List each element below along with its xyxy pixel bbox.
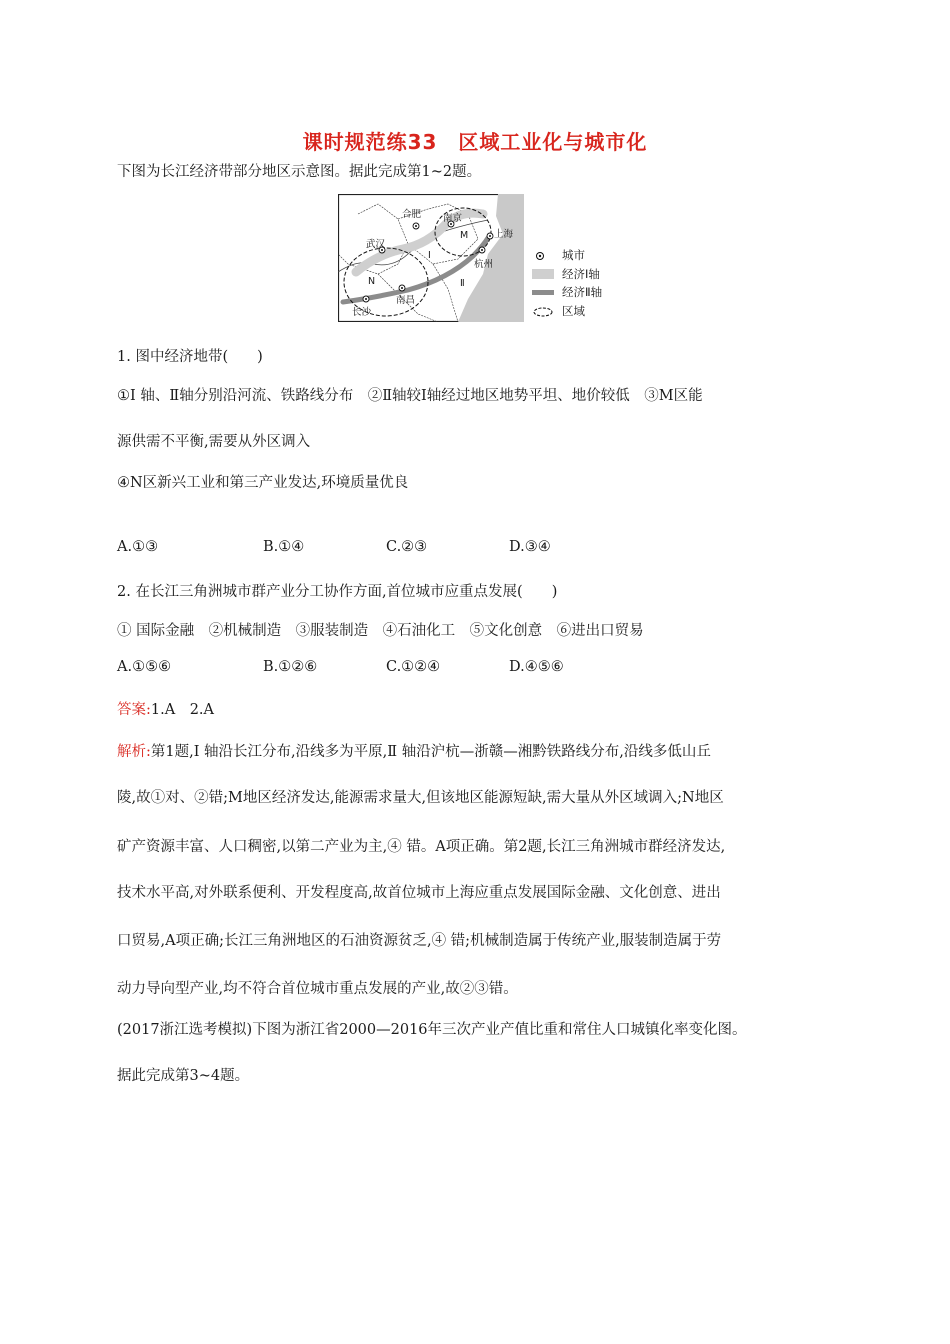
- page-title: 课时规范练33 区域工业化与城市化: [302, 130, 648, 154]
- legend-item: [532, 265, 602, 284]
- city-label: 合肥: [402, 209, 422, 220]
- option-d[interactable]: D.④⑤⑥: [509, 659, 564, 675]
- city-label: 南昌: [396, 295, 416, 306]
- city-label: 杭州: [474, 259, 494, 270]
- analysis-line: [117, 740, 711, 761]
- question-2-stem: 2. 在长江三角洲城市群产业分工协作方面,首位城市应重点发展( ): [117, 584, 558, 600]
- next-intro-line: 据此完成第3~4题。: [117, 1068, 250, 1084]
- region-mark-m: M: [460, 230, 469, 241]
- answer-line: [117, 698, 214, 719]
- axis1-swatch-icon: [532, 269, 554, 279]
- legend-item: [532, 246, 602, 265]
- next-intro-line: (2017浙江选考模拟)下图为浙江省2000—2016年三次产业产值比重和常住人口城镇化率变化图。: [117, 1022, 747, 1038]
- analysis-label: 解析:: [117, 744, 151, 760]
- option-c[interactable]: C.①②④: [386, 659, 441, 675]
- axis-mark-2: Ⅱ: [460, 278, 465, 289]
- legend-label: 区域: [562, 303, 585, 318]
- analysis-line: 动力导向型产业,均不符合首位城市重点发展的产业,故②③错。: [117, 981, 518, 997]
- city-label: 武汉: [366, 239, 386, 250]
- city-icon: [532, 250, 554, 260]
- answer-label: 答案:: [117, 702, 151, 718]
- analysis-line: 口贸易,A项正确;长江三角洲地区的石油资源贫乏,④ 错;机械制造属于传统产业,服装制造属于劳: [117, 933, 722, 949]
- legend-label: 经济Ⅰ轴: [562, 266, 600, 281]
- analysis-line: 矿产资源丰富、人口稠密,以第二产业为主,④ 错。A项正确。第2题,长江三角洲城市群经济发达,: [117, 839, 726, 855]
- legend-item: [532, 283, 602, 302]
- region-mark-n: N: [368, 276, 376, 287]
- analysis-text: 第1题,Ⅰ 轴沿长江分布,沿线多为平原,Ⅱ 轴沿沪杭—浙赣—湘黔铁路线分布,沿线多低山丘: [150, 744, 711, 760]
- question-1-stem: 1. 图中经济地带( ): [117, 349, 263, 365]
- question-1-statement: ①Ⅰ 轴、Ⅱ轴分别沿河流、铁路线分布 ②Ⅱ轴较Ⅰ轴经过地区地势平坦、地价较低 ③M区能: [117, 388, 703, 404]
- option-c[interactable]: C.②③: [386, 539, 428, 555]
- map-svg: [338, 194, 524, 322]
- yangtze-map-figure: [338, 194, 524, 322]
- question-2-items: ① 国际金融 ②机械制造 ③服装制造 ④石油化工 ⑤文化创意 ⑥进出口贸易: [117, 623, 644, 639]
- option-d[interactable]: D.③④: [509, 539, 551, 555]
- option-b[interactable]: B.①②⑥: [263, 659, 318, 675]
- option-b[interactable]: B.①④: [263, 539, 305, 555]
- analysis-line: 技术水平高,对外联系便利、开发程度高,故首位城市上海应重点发展国际金融、文化创意、进出: [117, 885, 721, 901]
- city-label: 长沙: [352, 307, 372, 318]
- axis-mark-1: Ⅰ: [428, 250, 431, 261]
- answer-text: 1.A 2.A: [150, 702, 215, 718]
- legend-label: 城市: [562, 248, 585, 263]
- city-label: 上海: [494, 229, 514, 240]
- legend-label: 经济Ⅱ轴: [562, 285, 603, 300]
- legend-item: [532, 302, 602, 321]
- region-dashed-icon: [532, 306, 554, 316]
- option-a[interactable]: A.①⑤⑥: [117, 659, 172, 675]
- question-1-statement: 源供需不平衡,需要从外区调入: [117, 434, 311, 450]
- question-1-statement: ④N区新兴工业和第三产业发达,环境质量优良: [117, 475, 409, 491]
- axis2-swatch-icon: [532, 290, 554, 295]
- option-a[interactable]: A.①③: [117, 539, 159, 555]
- city-label: 南京: [443, 213, 463, 224]
- map-legend: [532, 246, 602, 320]
- analysis-line: 陵,故①对、②错;M地区经济发达,能源需求量大,但该地区能源短缺,需大量从外区域调入;N地区: [117, 790, 724, 806]
- intro-text: 下图为长江经济带部分地区示意图。据此完成第1~2题。: [117, 164, 482, 180]
